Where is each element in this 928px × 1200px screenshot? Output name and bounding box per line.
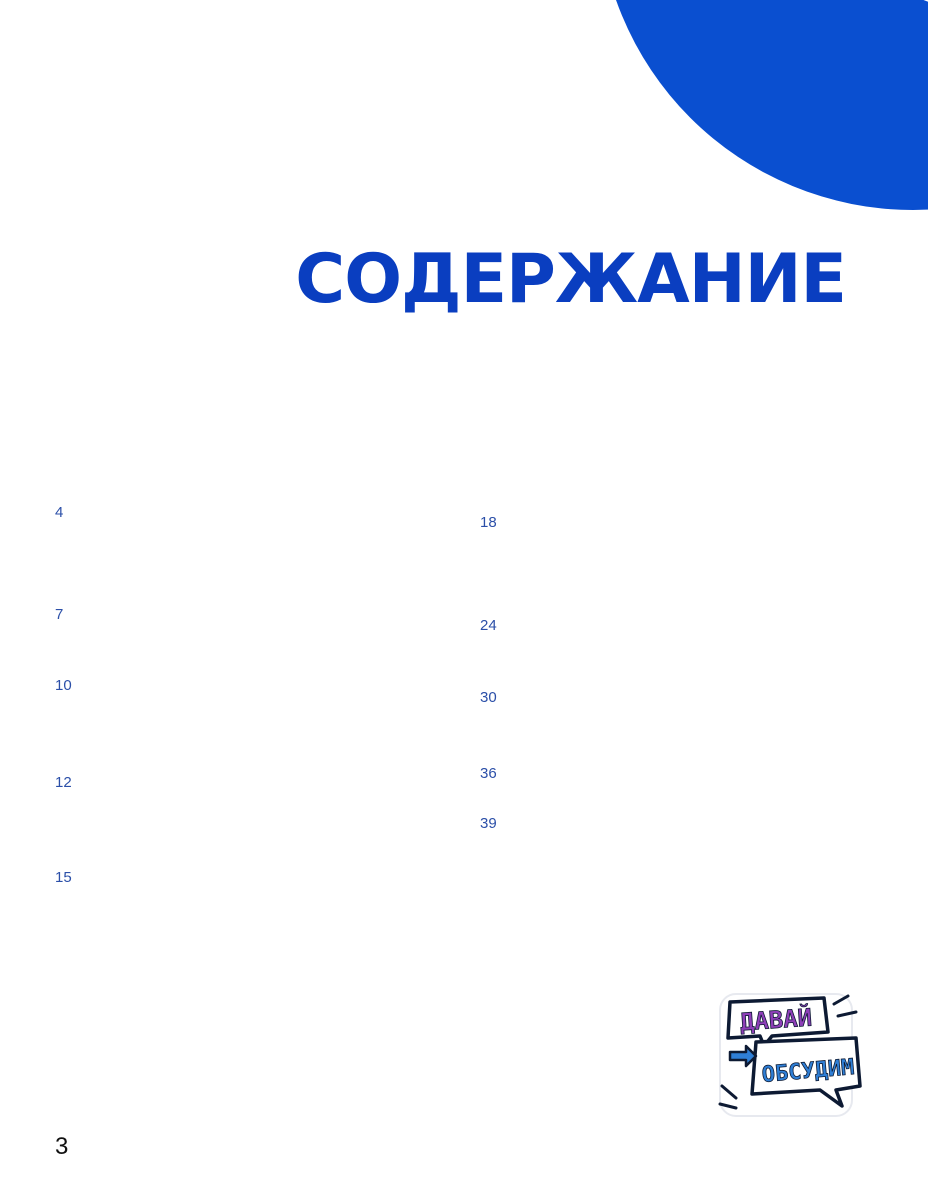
toc-page-number: 30: [480, 689, 497, 706]
toc-page-number: 7: [55, 606, 64, 623]
page-number: 3: [55, 1133, 69, 1160]
logo-text-line1: ДАВАЙ: [738, 1003, 814, 1037]
toc-page-number: 18: [480, 514, 497, 531]
toc-page-number: 10: [55, 677, 72, 694]
toc-page-number: 39: [480, 815, 497, 832]
page-title: СОДЕРЖАНИЕ: [295, 240, 846, 319]
toc-page-number: 4: [55, 504, 64, 521]
toc-page-number: 24: [480, 617, 497, 634]
decorative-blue-circle: [598, 0, 928, 210]
toc-page-number: 36: [480, 765, 497, 782]
toc-page-number: 12: [55, 774, 72, 791]
logo-text-line2: ОБСУДИМ: [760, 1055, 856, 1088]
davai-obsudim-logo: [716, 990, 866, 1125]
toc-page-number: 15: [55, 869, 72, 886]
